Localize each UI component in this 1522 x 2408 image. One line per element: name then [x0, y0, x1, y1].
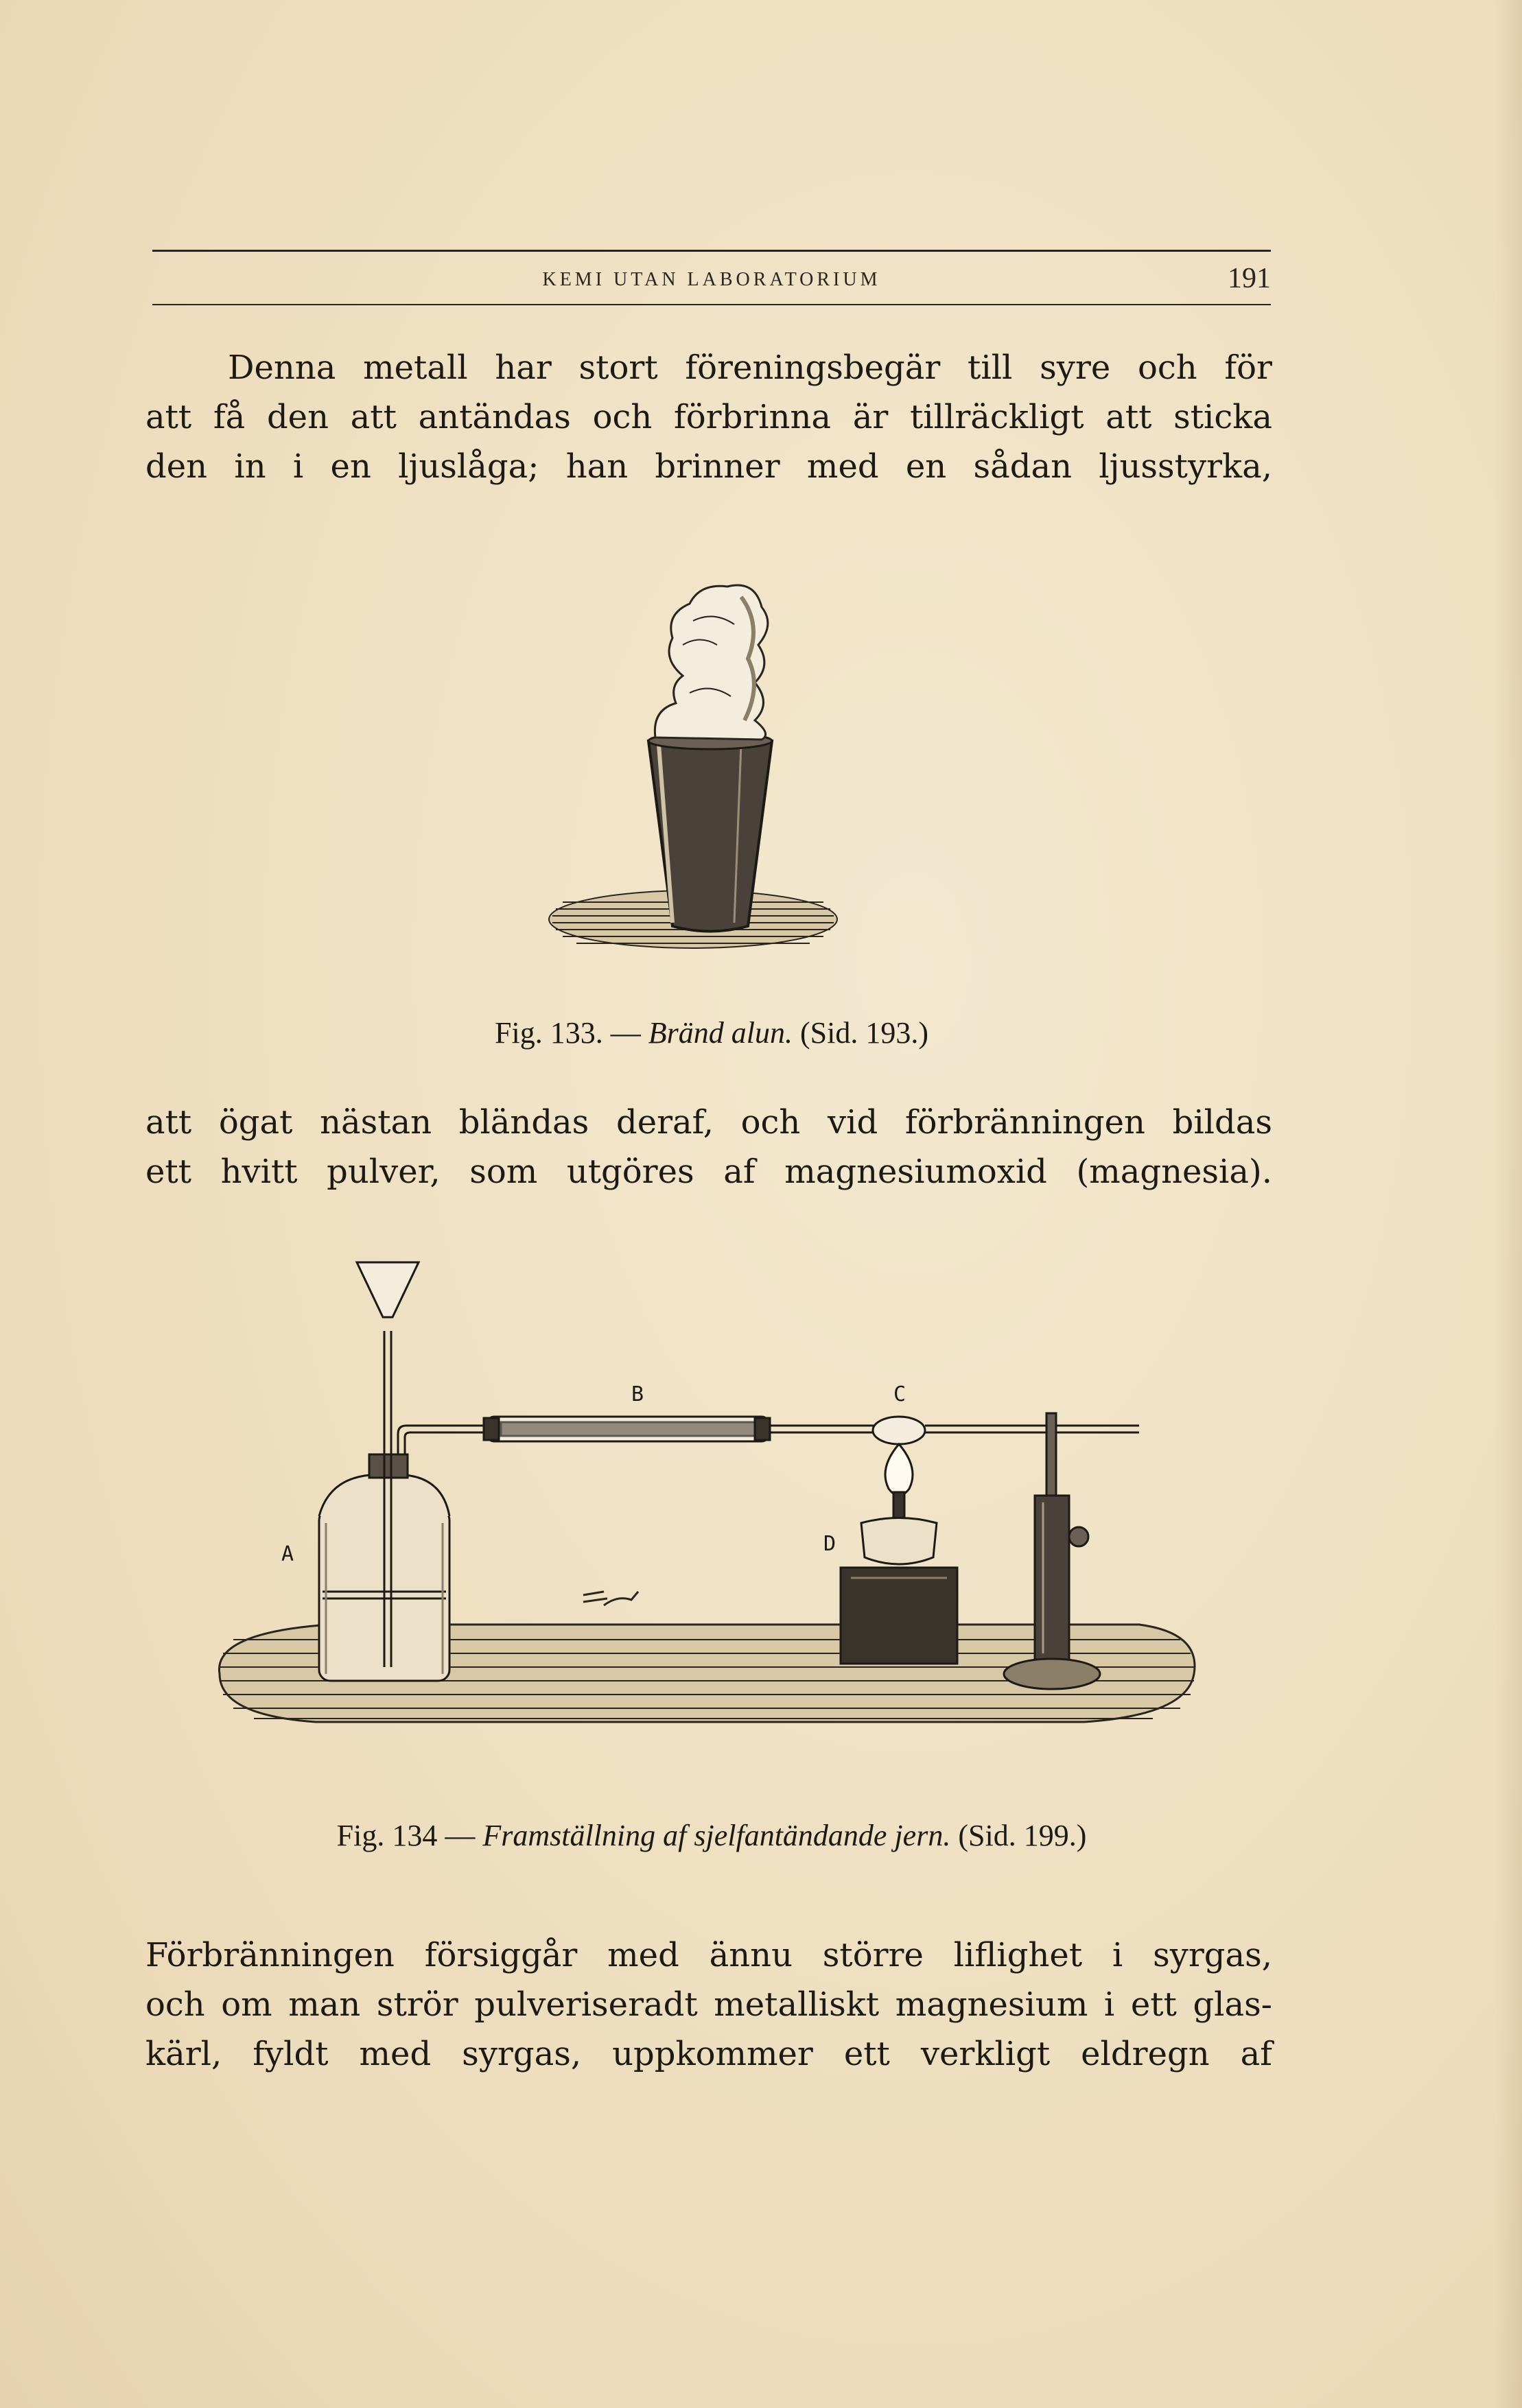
label-b: B	[631, 1382, 644, 1406]
caption-dash: —	[610, 1016, 641, 1050]
page-edge-shadow	[1495, 0, 1522, 2408]
text-line: att få den att antändas och förbrinna är tillräckligt att sticka	[145, 398, 1272, 436]
figure-134-caption	[152, 1818, 1271, 1853]
tube-b	[484, 1417, 878, 1441]
figure-133-caption	[152, 1015, 1271, 1050]
paragraph-1	[145, 343, 1272, 491]
label-a: A	[281, 1542, 294, 1566]
figure-title: Bränd alun.	[648, 1016, 793, 1050]
text-line: att ögat nästan bländas deraf, och vid förbränningen bildas	[145, 1103, 1272, 1142]
figure-number: Fig. 134	[336, 1819, 438, 1852]
figure-reference: (Sid. 199.)	[958, 1819, 1087, 1852]
figure-title: Framställning af sjelfantändande jern.	[482, 1819, 951, 1852]
figure-134-illustration	[192, 1249, 1208, 1797]
paragraph-3	[145, 1931, 1272, 2079]
bulb-c	[873, 1417, 1139, 1444]
alum-foam	[655, 585, 768, 740]
text-line: den in i en ljuslåga; han brinner med en sådan ljusstyrka,	[145, 447, 1272, 486]
text-line: Förbränningen försiggår med ännu större liflighet i syrgas,	[145, 1936, 1272, 1974]
page-number: 191	[1228, 263, 1271, 294]
bottle-a	[319, 1262, 494, 1681]
figure-reference: (Sid. 193.)	[799, 1016, 928, 1050]
text-line: ett hvitt pulver, som utgöres af magnesiumoxid (magnesia).	[145, 1153, 1272, 1191]
header-top-rule	[152, 250, 1271, 252]
label-c: C	[893, 1382, 906, 1406]
text-line: kärl, fyldt med syrgas, uppkommer ett verkligt eldregn af	[145, 2035, 1272, 2073]
header-bottom-rule	[152, 304, 1271, 305]
running-header: KEMI UTAN LABORATORIUM	[542, 269, 881, 290]
engraver-signature	[583, 1592, 638, 1605]
paragraph-2	[145, 1098, 1272, 1196]
caption-dash: —	[445, 1819, 476, 1852]
lamp-d	[841, 1444, 957, 1664]
figure-133-illustration	[535, 556, 865, 995]
figure-number: Fig. 133.	[495, 1016, 603, 1050]
text-line: och om man strör pulveriseradt metalliskt magnesium i ett glas-	[145, 1985, 1272, 2024]
text-line: Denna metall har stort föreningsbegär till syre och för	[228, 349, 1272, 387]
label-d: D	[823, 1532, 836, 1556]
